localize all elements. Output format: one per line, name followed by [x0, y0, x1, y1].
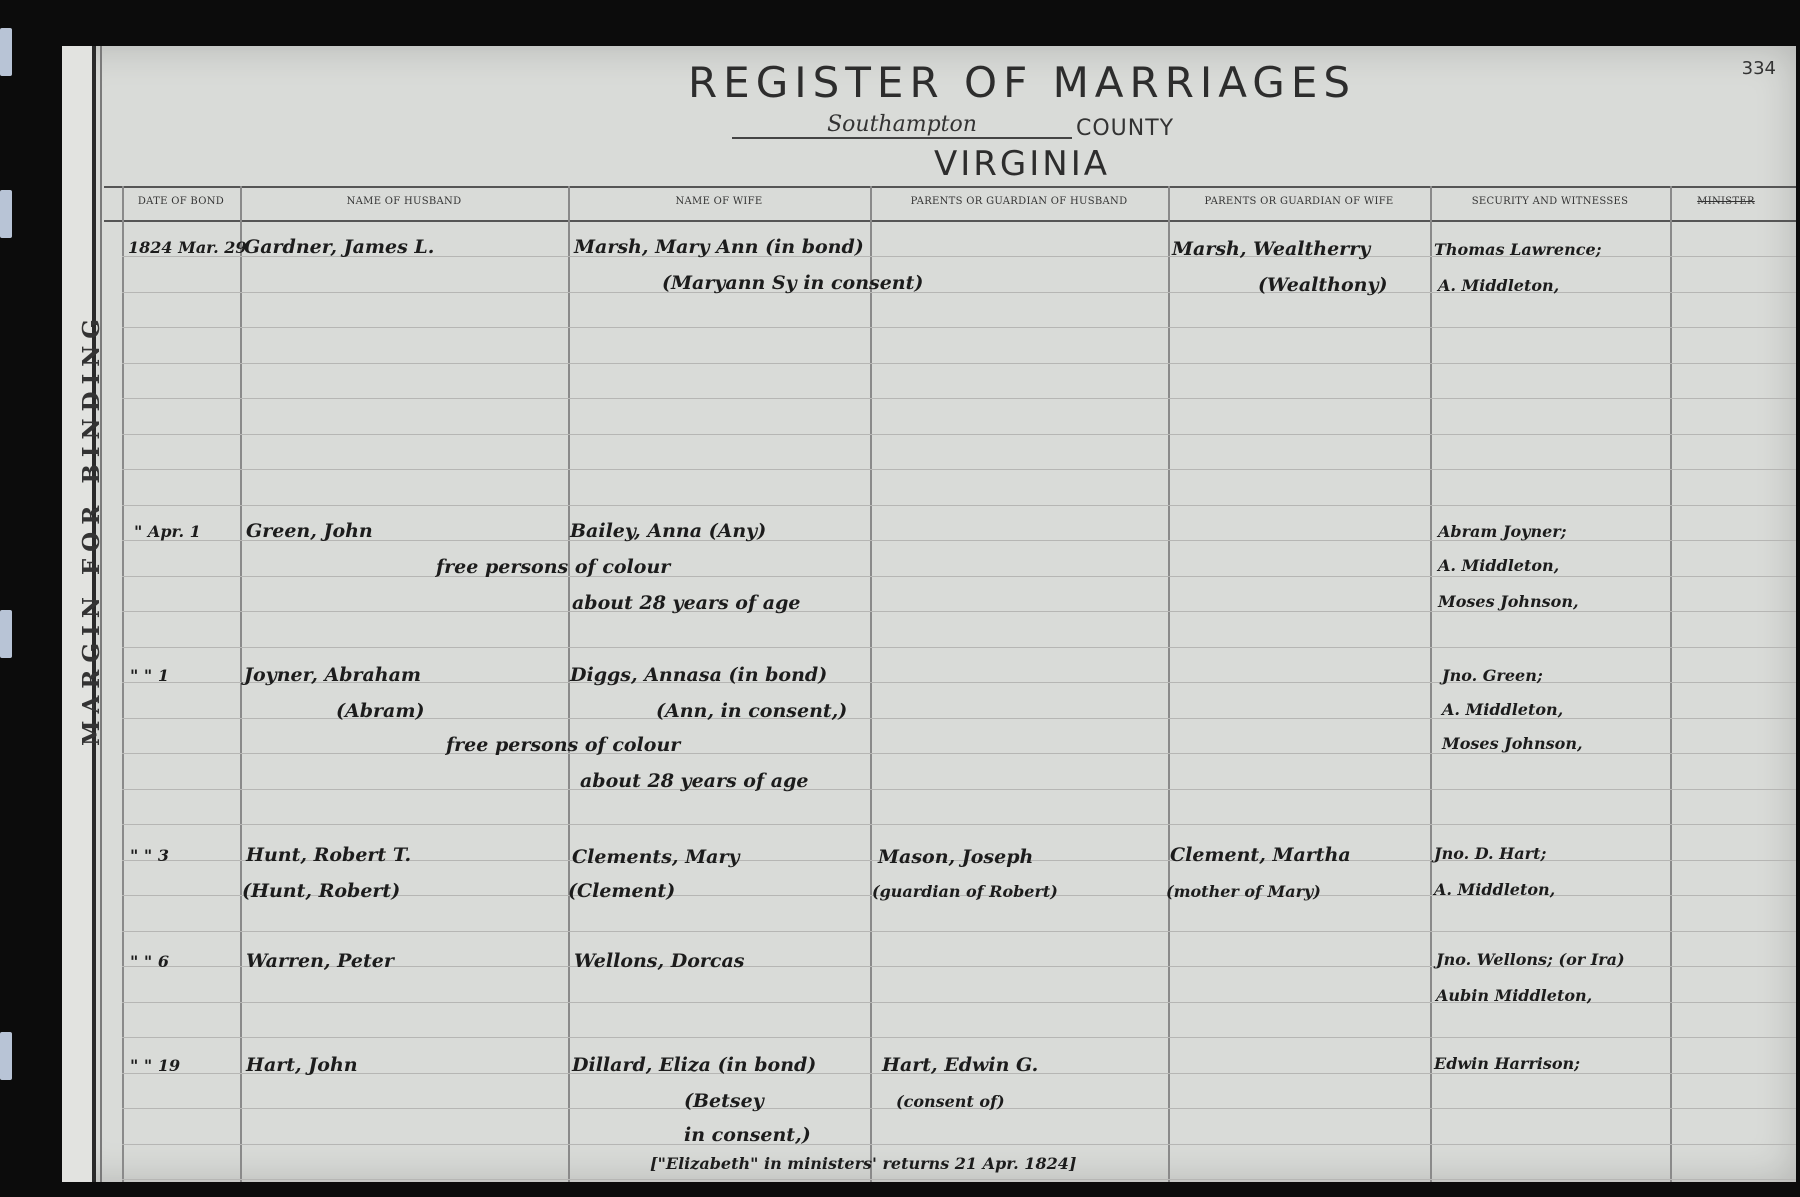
entry-note: free persons of colour [446, 734, 681, 756]
header-top-rule [104, 186, 1796, 188]
state-name: VIRGINIA [933, 144, 1110, 184]
row-rule [122, 1144, 1796, 1145]
county-line [732, 112, 1332, 148]
entry-date: " " 6 [130, 952, 169, 971]
entry-wife-name-alt: (Clement) [568, 880, 676, 902]
entry-wife-name: Diggs, Annasa (in bond) [570, 664, 828, 686]
row-rule [122, 611, 1796, 612]
entry-date: " " 1 [130, 666, 169, 685]
entry-husband-parent-note: (guardian of Robert) [872, 882, 1058, 901]
entry-husband-name: Green, John [246, 520, 373, 542]
entry-wife-name-alt: (Ann, in consent,) [656, 700, 848, 722]
col-header-wife-parents: PARENTS OR GUARDIAN OF WIFE [1204, 196, 1394, 207]
film-sprocket-hole [0, 1032, 12, 1080]
col-header-minister: MINISTER [1697, 196, 1755, 207]
film-sprocket-hole [0, 28, 12, 76]
column-rule [240, 186, 242, 1182]
entry-date: 1824 Mar. 29 [128, 238, 247, 257]
entry-witness: Edwin Harrison; [1434, 1054, 1581, 1073]
register-page [62, 46, 1796, 1182]
film-sprocket-hole [0, 610, 12, 658]
row-rule [122, 434, 1796, 435]
entry-wife-name-note: in consent,) [684, 1124, 811, 1146]
entry-note: about 28 years of age [580, 770, 809, 792]
row-rule [122, 505, 1796, 506]
entry-witness: A. Middleton, [1442, 700, 1564, 719]
row-rule [122, 469, 1796, 470]
entry-husband-parent: Hart, Edwin G. [882, 1054, 1039, 1076]
row-rule [122, 1179, 1796, 1180]
entry-husband-name-alt: (Abram) [336, 700, 425, 722]
entry-husband-name: Hart, John [246, 1054, 358, 1076]
entry-wife-name: Clements, Mary [572, 846, 740, 868]
col-header-wife: NAME OF WIFE [675, 196, 763, 207]
entry-wife-parent: Clement, Martha [1170, 844, 1351, 866]
col-header-husband: NAME OF HUSBAND [346, 196, 462, 207]
entry-witness: Jno. Green; [1442, 666, 1543, 685]
entry-note: free persons of colour [436, 556, 671, 578]
entry-wife-name: Marsh, Mary Ann (in bond) [574, 236, 864, 258]
col-header-date: DATE OF BOND [137, 196, 225, 207]
column-rule [870, 186, 872, 1182]
row-rule [122, 398, 1796, 399]
entry-witness: Moses Johnson, [1438, 592, 1579, 611]
entry-witness: Abram Joyner; [1438, 522, 1567, 541]
county-name: Southampton [732, 112, 1072, 139]
entry-witness: Moses Johnson, [1442, 734, 1583, 753]
entry-husband-name-alt: (Hunt, Robert) [242, 880, 401, 902]
entry-wife-parent-note: (mother of Mary) [1166, 882, 1321, 901]
row-rule [122, 327, 1796, 328]
entry-husband-name: Hunt, Robert T. [246, 844, 412, 866]
col-header-witnesses: SECURITY AND WITNESSES [1471, 196, 1629, 207]
row-rule [122, 753, 1796, 754]
entry-husband-name: Joyner, Abraham [244, 664, 422, 686]
row-rule [122, 363, 1796, 364]
entry-wife-name: Wellons, Dorcas [574, 950, 745, 972]
entry-husband-name: Warren, Peter [246, 950, 394, 972]
row-rule [122, 824, 1796, 825]
entry-witness: A. Middleton, [1438, 556, 1560, 575]
film-edge [0, 0, 16, 1197]
entry-wife-name-alt: (Maryann Sy in consent) [662, 272, 924, 294]
entry-date: " Apr. 1 [134, 522, 201, 541]
entry-note: about 28 years of age [572, 592, 801, 614]
row-rule [122, 576, 1796, 577]
film-sprocket-hole [0, 190, 12, 238]
entry-date: " " 19 [130, 1056, 181, 1075]
entry-wife-parent: Marsh, Wealtherry [1172, 238, 1371, 260]
entry-husband-parent: Mason, Joseph [878, 846, 1034, 868]
entry-date: " " 3 [130, 846, 169, 865]
column-rule [1168, 186, 1170, 1182]
page-number: 334 [1741, 58, 1776, 79]
column-rule [122, 186, 124, 1182]
row-rule [122, 931, 1796, 932]
entry-wife-parent-alt: (Wealthony) [1258, 274, 1388, 296]
entry-witness: Jno. D. Hart; [1434, 844, 1547, 863]
entry-witness: Aubin Middleton, [1436, 986, 1593, 1005]
row-rule [122, 647, 1796, 648]
entry-wife-name: Bailey, Anna (Any) [570, 520, 767, 542]
page-title: REGISTER OF MARRIAGES [687, 58, 1357, 107]
entry-witness: Jno. Wellons; (or Ira) [1436, 950, 1625, 969]
entry-husband-name: Gardner, James L. [244, 236, 435, 258]
entry-husband-parent-note: (consent of) [896, 1092, 1005, 1111]
entry-wife-name-alt: (Betsey [684, 1090, 764, 1112]
column-rule [1670, 186, 1672, 1182]
column-rule [1430, 186, 1432, 1182]
entry-wife-name: Dillard, Eliza (in bond) [572, 1054, 817, 1076]
row-rule [122, 789, 1796, 790]
county-label: COUNTY [1076, 116, 1175, 141]
header-bottom-rule [104, 220, 1796, 222]
entry-witness: Thomas Lawrence; [1434, 240, 1602, 259]
binding-margin-label: MARGIN FOR BINDING [78, 312, 105, 746]
entry-note: ["Elizabeth" in ministers' returns 21 Apr. 1824] [650, 1154, 1077, 1173]
col-header-husband-parents: PARENTS OR GUARDIAN OF HUSBAND [910, 196, 1128, 207]
row-rule [122, 1037, 1796, 1038]
entry-witness: A. Middleton, [1438, 276, 1560, 295]
entry-witness: A. Middleton, [1434, 880, 1556, 899]
